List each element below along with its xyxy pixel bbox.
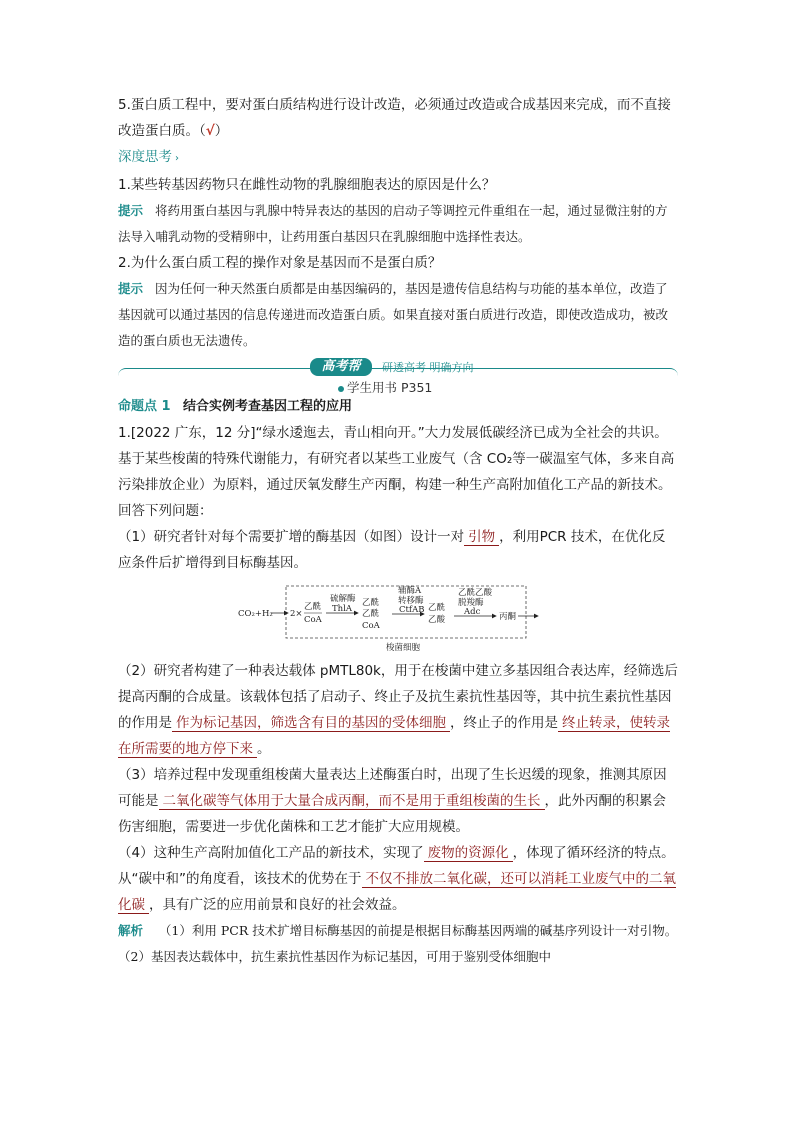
- svg-text:硫解酶: 硫解酶: [330, 594, 356, 604]
- banner-badge: 高考帮: [310, 358, 372, 376]
- svg-text:2×: 2×: [290, 609, 303, 619]
- svg-text:乙酰: 乙酰: [362, 598, 380, 608]
- answer-advantage: 不仅不排放二氧化碳，还可以消耗工业废气中的二氧化碳: [118, 871, 676, 913]
- svg-text:CoA: CoA: [304, 615, 322, 625]
- check-mark: √: [205, 123, 215, 139]
- question-1-intro: 1.[2022 广东，12 分]“绿水逶迤去，青山相向开。”大力发展低碳经济已成为全社会的共识。基于某些梭菌的特殊代谢能力，有研究者以某些工业废气（含 CO₂等一碳温室气体，多来自高污染排放企业）为原料，通过厌氧发酵生产丙酮，构建一种生产高附加值化工产品的新技术。: [118, 425, 675, 493]
- svg-text:乙酸: 乙酸: [428, 615, 446, 625]
- pathway-svg: [118, 582, 678, 654]
- svg-text:Adc: Adc: [464, 607, 481, 617]
- analysis: 解析 （1）利用 PCR 技术扩增目标酶基因的前提是根据目标酶基因两端的碱基序列设计一对引物。（2）基因表达载体中，抗生素抗性基因作为标记基因，可用于鉴别受体细胞中: [118, 923, 678, 964]
- gaokao-banner: [118, 358, 678, 394]
- cell-label: 梭菌细胞: [386, 643, 421, 653]
- svg-text:辅酶A: 辅酶A: [398, 586, 422, 596]
- page: [118, 92, 678, 970]
- part-1: （1）研究者针对每个需要扩增的酶基因（如图）设计一对 引物 ，利用PCR 技术，在优化反应条件后扩增得到目标酶基因。: [118, 529, 666, 571]
- svg-text:脱羧酶: 脱羧酶: [458, 598, 484, 608]
- svg-text:ThlA: ThlA: [332, 604, 353, 614]
- svg-text:乙酰: 乙酰: [362, 609, 380, 619]
- product-label: 丙酮: [499, 612, 517, 622]
- part-3: （3）培养过程中发现重组梭菌大量表达上述酶蛋白时，出现了生长迟缓的现象，推测其原因可能是 二氧化碳等气体用于大量合成丙酮，而不是用于重组梭菌的生长 ，此外丙酮的积累会伤害细胞，需要进一步优化菌株和工艺才能扩大应用规模。: [118, 767, 667, 835]
- question-1-prompt: 回答下列问题：: [118, 503, 213, 519]
- part-4: （4）这种生产高附加值化工产品的新技术，实现了 废物的资源化 ，体现了循环经济的特点。从“碳中和”的角度看，该技术的优势在于 不仅不排放二氧化碳，还可以消耗工业废气中的二氧化碳 ，具有广泛的应用前景和良好的社会效益。: [118, 845, 676, 913]
- hint-1: 提示 将药用蛋白基因与乳腺中特异表达的基因的启动子等调控元件重组在一起，通过显微注射的方法导入哺乳动物的受精卵中，让药用蛋白基因只在乳腺细胞中选择性表达。: [118, 203, 668, 244]
- statement-5: 5.蛋白质工程中，要对蛋白质结构进行设计改造，必须通过改造或合成基因来完成，而不直接改造蛋白质。（√）: [118, 97, 671, 139]
- svg-text:乙酰: 乙酰: [304, 602, 322, 612]
- svg-text:CtfAB: CtfAB: [399, 605, 425, 615]
- answer-primer: 引物: [464, 529, 499, 546]
- svg-text:乙酰: 乙酰: [428, 603, 446, 613]
- answer-slow-growth: 二氧化碳等气体用于大量合成丙酮，而不是用于重组梭菌的生长: [159, 793, 545, 810]
- hint-2: 提示 因为任何一种天然蛋白质都是由基因编码的，基因是遗传信息结构与功能的基本单位，改造了基因就可以通过基因的信息传递进而改造蛋白质。如果直接对蛋白质进行改造，即使改造成功，被改造的蛋白质也无法遗传。: [118, 281, 669, 348]
- banner-subtitle: 学生用书 P351: [338, 378, 432, 396]
- svg-text:乙酰乙酸: 乙酰乙酸: [458, 588, 493, 598]
- svg-text:CoA: CoA: [362, 621, 380, 631]
- answer-terminator: 终止转录，使转录在所需要的地方停下来: [118, 715, 670, 757]
- part-2: （2）研究者构建了一种表达载体 pMTL80k，用于在梭菌中建立多基因组合表达库，经筛选后提高丙酮的合成量。该载体包括了启动子、终止子及抗生素抗性基因等，其中抗生素抗性基因的作用是 作为标记基因，筛选含有目的基因的受体细胞 ，终止子的作用是 终止转录，使转录在所需要的地方停下来 。: [118, 663, 678, 757]
- deep-think-heading: 深度思考 ›: [118, 149, 179, 165]
- topic-heading: 命题点 1 结合实例考查基因工程的应用: [118, 399, 352, 414]
- banner-slogan: 研透高考 明确方向: [382, 361, 474, 374]
- deep-question-2: 2.为什么蛋白质工程的操作对象是基因而不是蛋白质？: [118, 255, 442, 271]
- bullet-icon: [338, 386, 344, 392]
- chevron-icon: ›: [175, 153, 179, 164]
- answer-marker-gene: 作为标记基因，筛选含有目的基因的受体细胞: [172, 715, 450, 732]
- pathway-diagram: [118, 582, 678, 654]
- svg-text:转移酶: 转移酶: [398, 596, 424, 606]
- deep-question-1: 1.某些转基因药物只在雌性动物的乳腺细胞表达的原因是什么？: [118, 177, 496, 193]
- input-label: CO₂+H₂: [238, 609, 273, 619]
- answer-resource: 废物的资源化: [424, 845, 513, 862]
